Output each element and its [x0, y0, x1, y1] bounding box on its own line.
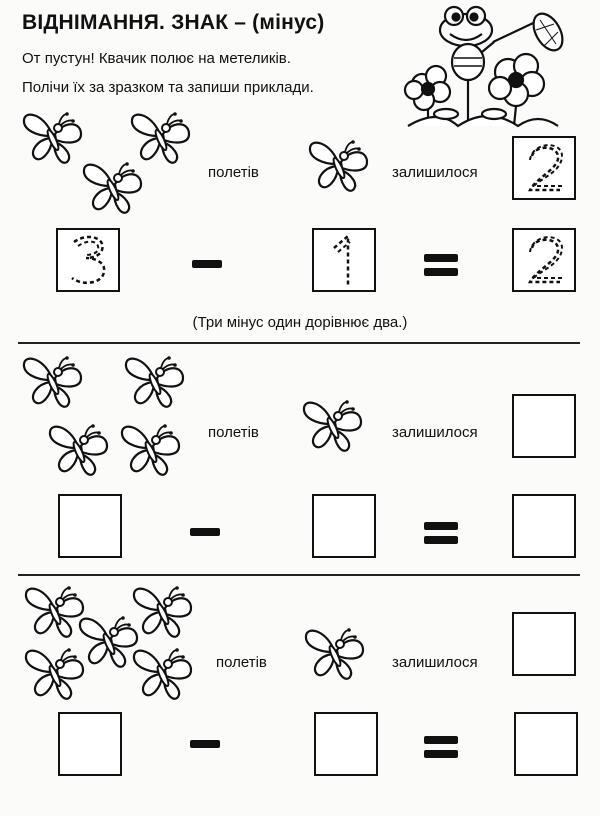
minus-sign: [192, 260, 222, 268]
digit-two-trace: [514, 138, 574, 198]
digit-two-trace: [514, 230, 574, 290]
answer-box-flew[interactable]: [312, 494, 376, 558]
answer-box-total[interactable]: [58, 494, 122, 558]
answer-box-remained[interactable]: [514, 712, 578, 776]
answer-box-total[interactable]: [56, 228, 120, 292]
answer-box-flew[interactable]: [314, 712, 378, 776]
answer-box-flew[interactable]: [312, 228, 376, 292]
page-title: ВІДНІМАННЯ. ЗНАК – (мінус): [22, 11, 325, 34]
task-text: Полічи їх за зразком та запиши приклади.: [22, 79, 314, 96]
flew-label: полетів: [216, 654, 267, 671]
flew-label: полетів: [208, 424, 259, 441]
butterfly-icon: [20, 108, 86, 166]
section-divider: [18, 574, 580, 576]
answer-box-remained-top[interactable]: [512, 394, 576, 458]
minus-sign: [190, 528, 220, 536]
answer-box-remained-top[interactable]: [512, 612, 576, 676]
equals-sign: [424, 736, 458, 758]
frog-with-net-icon: [398, 2, 568, 130]
butterfly-icon: [20, 352, 86, 410]
answer-box-remained-top[interactable]: [512, 136, 576, 200]
butterfly-icon: [306, 136, 372, 194]
digit-three-trace: [58, 230, 118, 290]
remained-label: залишилося: [392, 654, 478, 671]
flew-label: полетів: [208, 164, 259, 181]
butterfly-icon: [302, 624, 368, 682]
butterfly-icon: [300, 396, 366, 454]
butterfly-icon: [46, 420, 112, 478]
minus-sign: [190, 740, 220, 748]
remained-label: залишилося: [392, 164, 478, 181]
butterfly-icon: [118, 420, 184, 478]
intro-text: От пустун! Квачик полює на метеликів.: [22, 50, 291, 67]
section-divider: [18, 342, 580, 344]
equals-sign: [424, 254, 458, 276]
digit-one-trace: [314, 230, 374, 290]
remained-label: залишилося: [392, 424, 478, 441]
example-caption: (Три мінус один дорівнює два.): [192, 314, 408, 331]
butterfly-icon: [80, 158, 146, 216]
equals-sign: [424, 522, 458, 544]
answer-box-remained[interactable]: [512, 228, 576, 292]
answer-box-total[interactable]: [58, 712, 122, 776]
answer-box-remained[interactable]: [512, 494, 576, 558]
butterfly-icon: [122, 352, 188, 410]
